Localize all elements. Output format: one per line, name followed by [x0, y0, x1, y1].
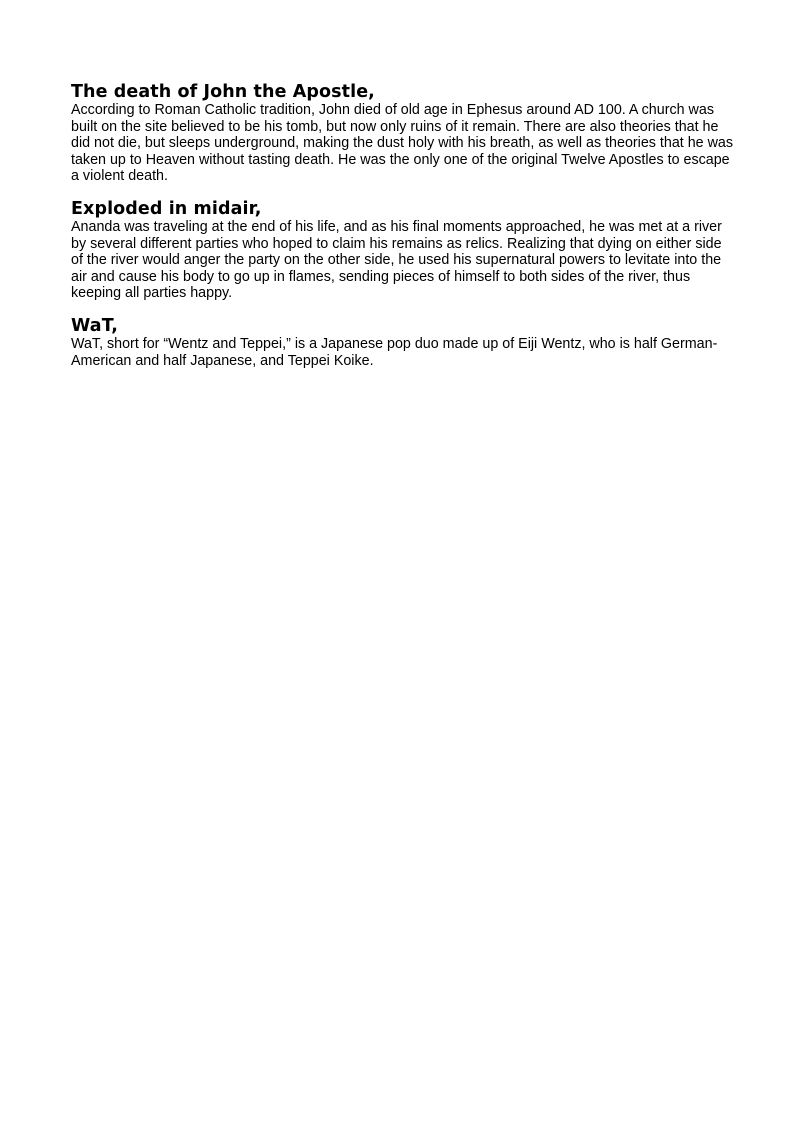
section-body: According to Roman Catholic tradition, John died of old age in Ephesus around AD 100. A church was built on the site believed to be his tomb, but now only ruins of it remain. There are also theories that he did not die, but sleeps underground, making the dust holy with his breath, as well as theories that he was taken up to Heaven without tasting death. He was the only one of the original Twelve Apostles to escape a violent death.	[71, 102, 734, 185]
section-heading: WaT,	[71, 315, 118, 336]
section-body: Ananda was traveling at the end of his life, and as his final moments approached, he was met at a river by several different parties who hoped to claim his remains as relics. Realizing that dying on either side of the river would anger the party on the other side, he used his supernatural powers to levitate into the air and cause his body to go up in flames, sending pieces of himself to both sides of the river, thus keeping all parties happy.	[71, 218, 722, 302]
section-wat	[71, 316, 737, 369]
section-body: WaT, short for “Wentz and Teppei,” is a Japanese pop duo made up of Eiji Wentz, who is half German-American and half Japanese, and Teppei Koike.	[71, 335, 718, 369]
section-exploded-in-midair	[71, 199, 737, 302]
section-heading: Exploded in midair,	[71, 198, 262, 219]
section-heading: The death of John the Apostle,	[71, 82, 375, 102]
section-john-the-apostle	[71, 82, 737, 185]
document-page	[71, 82, 737, 383]
